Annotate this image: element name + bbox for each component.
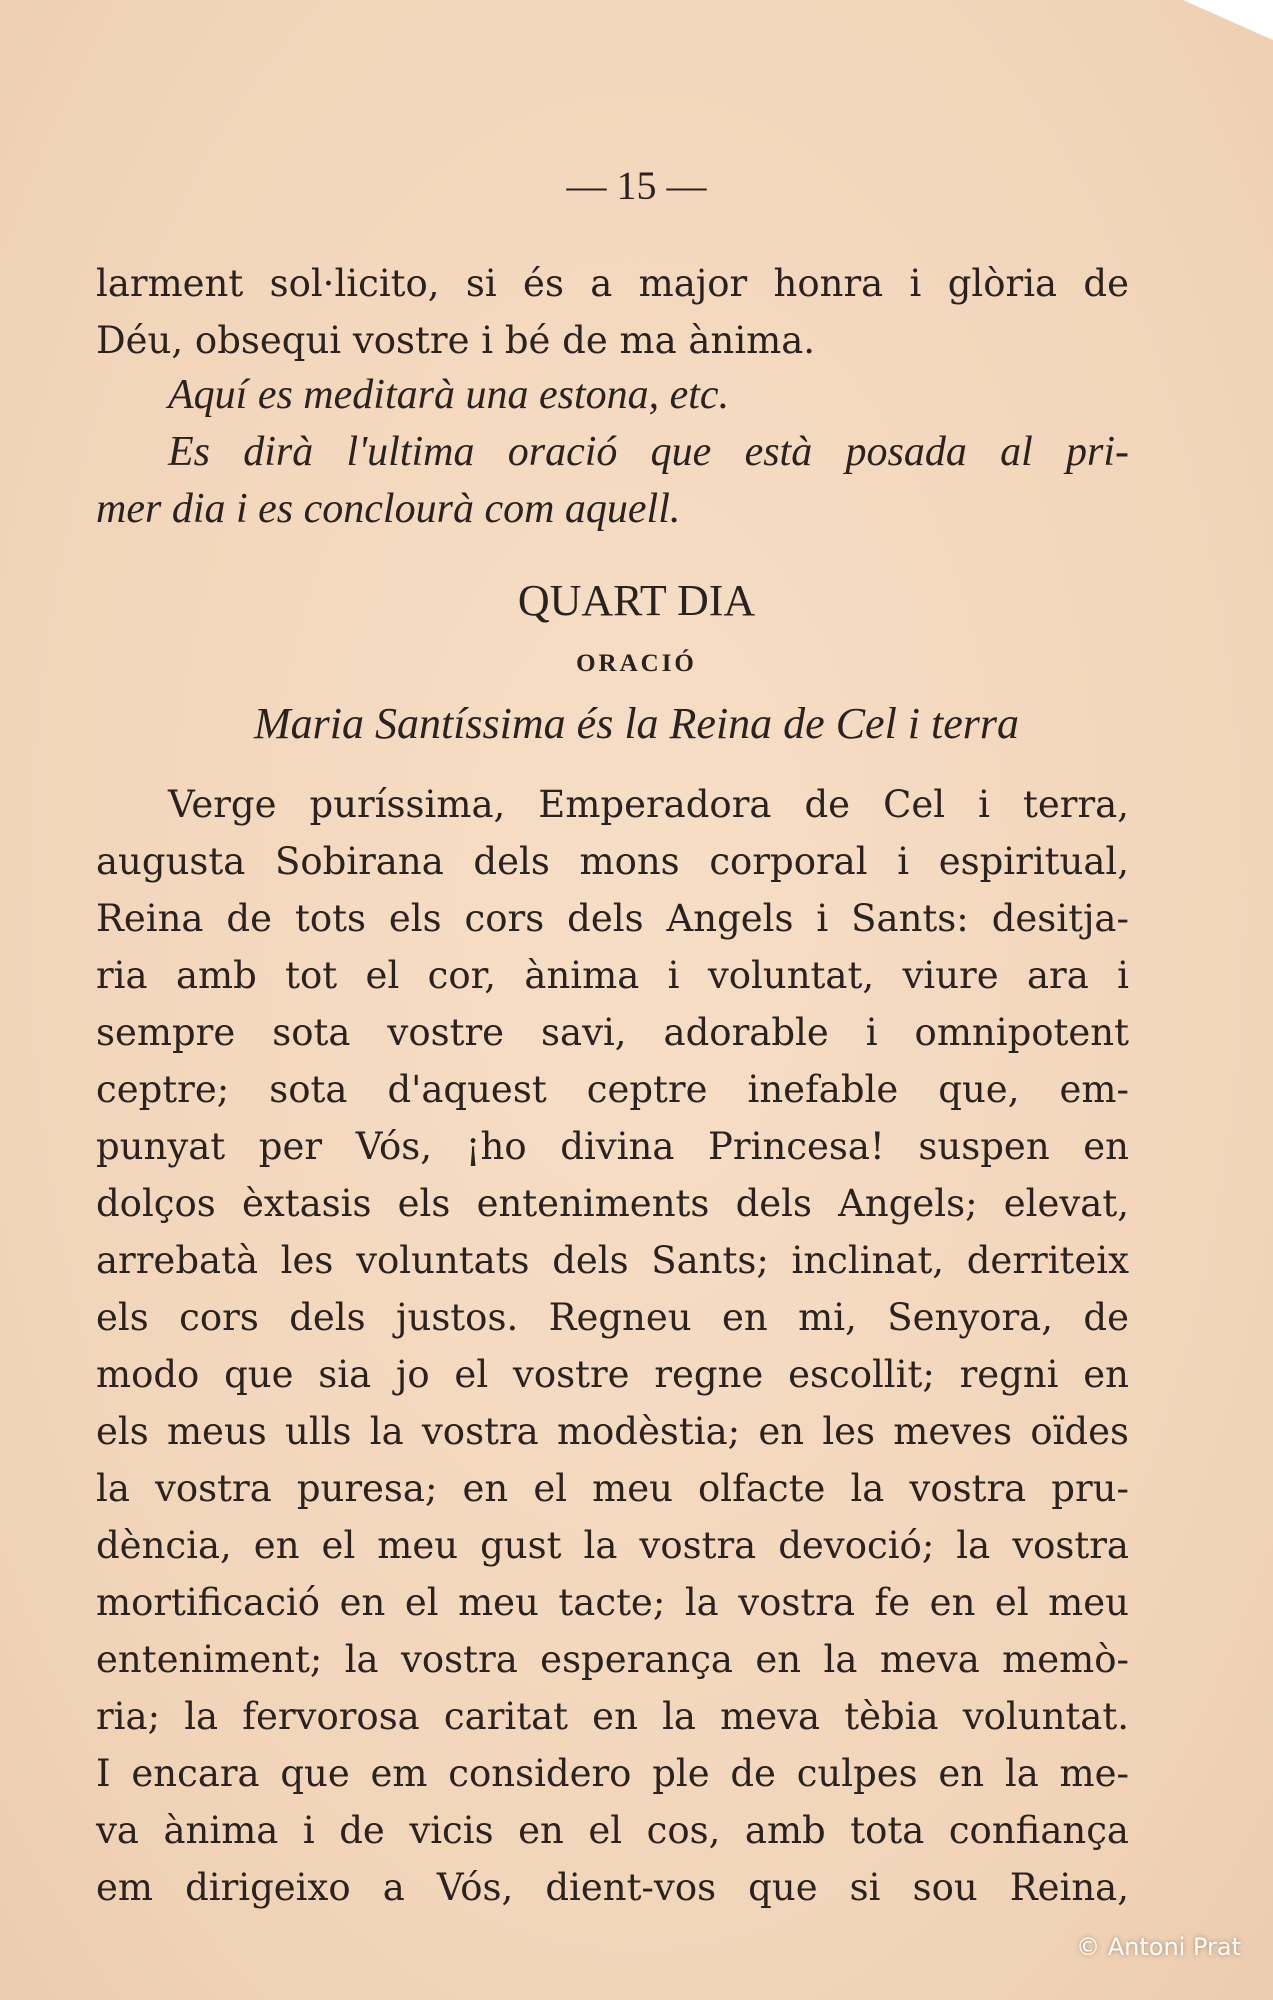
text-line: Déu, obsequi vostre i bé de ma ànima. [96,319,816,362]
italic-instructions [96,367,1129,538]
page-corner [1183,0,1273,40]
text-line: sempre sota vostre savi, adorable i omnipotent [96,1011,1129,1054]
text-line: la vostra puresa; en el meu olfacte la vostra pru- [96,1467,1129,1510]
text-line: punyat per Vós, ¡ho divina Princesa! suspen en [96,1125,1129,1168]
text-line: ria; la fervorosa caritat en la meva tèbia voluntat. [96,1695,1129,1738]
text-line: Reina de tots els cors dels Angels i Sants: desitja- [96,897,1129,940]
text-line: arrebatà les voluntats dels Sants; inclinat, derriteix [96,1239,1129,1282]
page-number: — 15 — [566,163,707,208]
text-line: modo que sia jo el vostre regne escollit; regni en [96,1353,1129,1396]
text-line: augusta Sobirana dels mons corporal i espiritual, [96,840,1129,883]
text-line: enteniment; la vostra esperança en la meva memò- [96,1638,1129,1681]
text-line: dolços èxtasis els enteniments dels Angels; elevat, [96,1182,1129,1225]
text-line: mortificació en el meu tacte; la vostra fe en el meu [96,1581,1129,1624]
section-heading: Maria Santíssima és la Reina de Cel i terra [253,699,1020,748]
text-line: I encara que em considero ple de culpes en la me- [96,1752,1129,1795]
text-line: em dirigeixo a Vós, dient-vos que si sou Reina, [96,1866,1129,1909]
section-subtitle: ORACIÓ [576,650,697,677]
text-line: els meus ulls la vostra modèstia; en les meves oïdes [96,1410,1129,1453]
text-line: ceptre; sota d'aquest ceptre inefable que, em- [96,1068,1129,1111]
intro-paragraph [96,255,1129,369]
text-line: Verge puríssima, Emperadora de Cel i terra, [168,783,1129,826]
text-line: larment sol·licito, si és a major honra i glòria de [96,262,1129,305]
text-line: els cors dels justos. Regneu en mi, Senyora, de [96,1296,1129,1339]
watermark: © Antoni Prat [1076,1933,1241,1961]
text-line: dència, en el meu gust la vostra devoció; la vostra [96,1524,1129,1567]
text-line: Aquí es meditarà una estona, etc. [168,372,730,418]
section-title: QUART DIA [517,576,756,625]
prayer-text [96,776,1129,1916]
text-line: Es dirà l'ultima oració que està posada al pri- [168,429,1129,475]
text-line: va ànima i de vicis en el cos, amb tota confiança [96,1809,1129,1852]
text-line: ria amb tot el cor, ànima i voluntat, viure ara i [96,954,1129,997]
text-line: mer dia i es conclourà com aquell. [96,486,681,532]
